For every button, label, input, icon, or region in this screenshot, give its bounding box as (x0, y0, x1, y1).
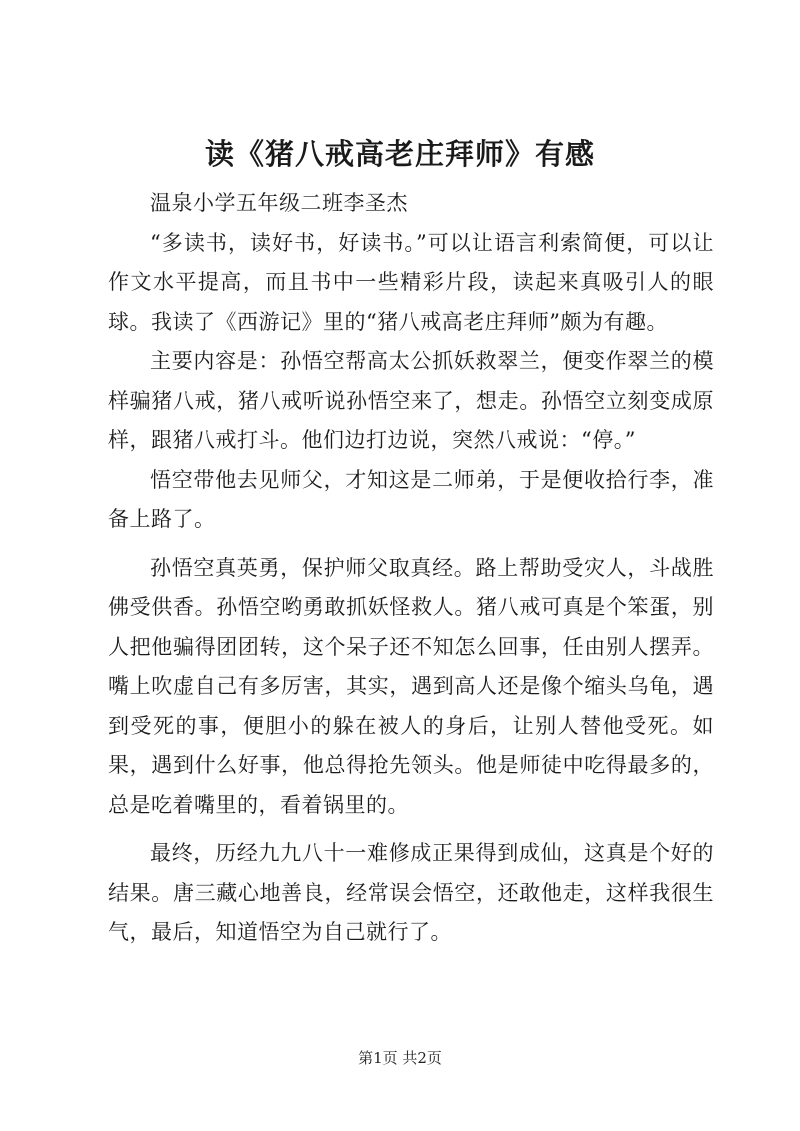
paragraph-1: “多读书，读好书，好读书。”可以让语言利索简便，可以让作文水平提高，而且书中一些精彩片段，读起来真吸引人的眼球。我读了《西游记》里的“猪八戒高老庄拜师”颇为有趣。 (108, 230, 714, 334)
page-title: 读《猪八戒高老庄拜师》有感 (204, 137, 595, 171)
paragraph-2: 主要内容是：孙悟空帮高太公抓妖救翠兰，便变作翠兰的模样骗猪八戒，猪八戒听说孙悟空来了，想走。孙悟空立刻变成原样，跟猪八戒打斗。他们边打边说，突然八戒说：“停。” (108, 349, 714, 452)
author-line: 温泉小学五年级二班李圣杰 (150, 191, 408, 215)
paragraph-5: 最终，历经九九八十一难修成正果得到成仙，这真是个好的结果。唐三藏心地善良，经常误会悟空，还敢他走，这样我很生气，最后，知道悟空为自己就行了。 (108, 841, 714, 944)
paragraph-4: 孙悟空真英勇，保护师父取真经。路上帮助受灾人，斗战胜佛受供香。孙悟空哟勇敢抓妖怪救人。猪八戒可真是个笨蛋，别人把他骗得团团转，这个呆子还不知怎么回事，任由别人摆弄。嘴上吹虚自己有多厉害，其实，遇到高人还是像个缩头乌龟，遇到受死的事，便胆小的躲在被人的身后，让别人替他受死。如果，遇到什么好事，他总得抢先领头。他是师徒中吃得最多的，总是吃着嘴里的，看着锅里的。 (108, 555, 714, 817)
page-footer: 第1页 共2页 (358, 1049, 442, 1067)
paragraph-3: 悟空带他去见师父，才知这是二师弟，于是便收拾行李，准备上路了。 (108, 467, 714, 531)
document-body (108, 184, 714, 953)
